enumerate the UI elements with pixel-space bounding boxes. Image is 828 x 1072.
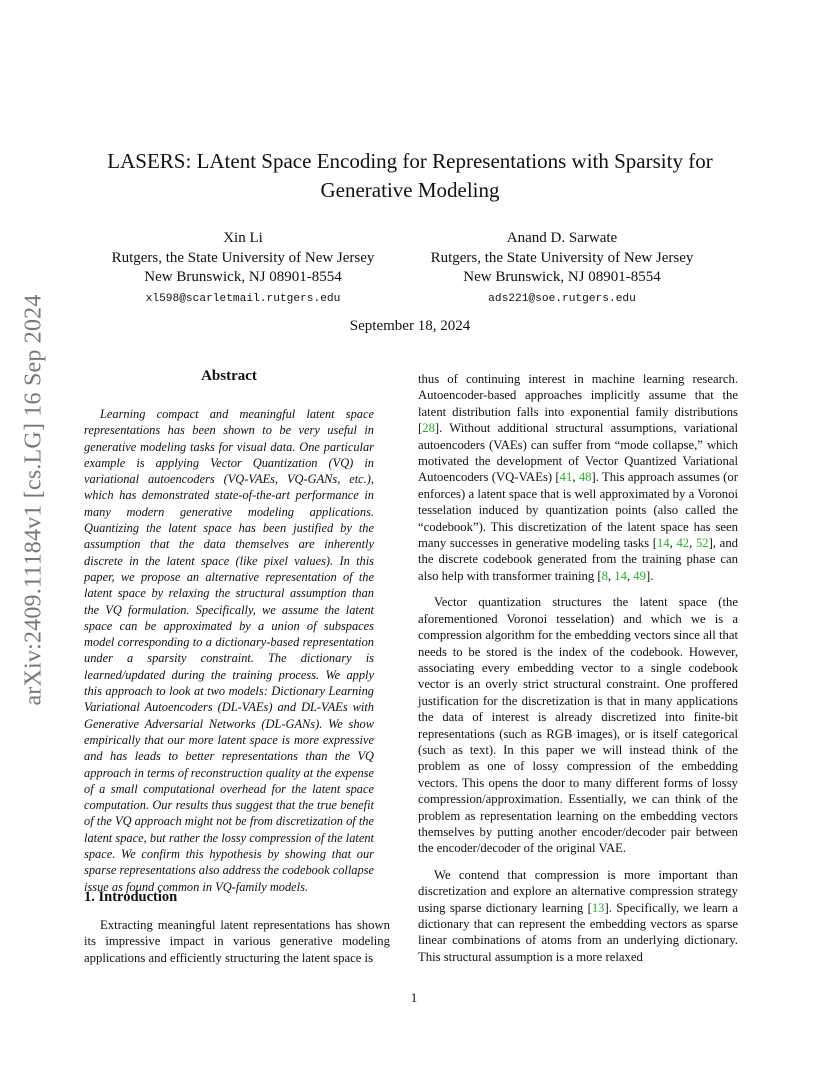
author-email: ads221@soe.rutgers.edu [488, 292, 636, 305]
author-block-2 [412, 229, 712, 309]
citation-link[interactable]: 48 [578, 470, 592, 485]
intro-paragraph-3: We contend that compression is more important than discretization and explore an alternative compression strategy using sparse dictionary learning [13]. Specifically, we learn a dictionary that can represent the embedding vectors as sparse linear combinations of atoms from an underlying dictionary. This structural assumption is a more relaxed [418, 867, 738, 964]
abstract-body [84, 406, 374, 895]
abstract-heading: Abstract [201, 368, 257, 384]
paper-date: September 18, 2024 [349, 318, 471, 334]
intro-paragraph-1: Extracting meaningful latent representations has shown its impressive impact in various generative modeling applications and efficiently structuring the latent space is [84, 918, 390, 965]
abstract-text: Learning compact and meaningful latent space representations has been shown to be very useful in generative modeling tasks for visual data. One particular example is applying Vector Quantization (VQ) in variational autoencoders (VQ-VAEs, VQ-GANs, etc.), which has demonstrated state-of-the-art performance in many modern generative modeling applications. Quantizing the latent space has been justified by the assumption that the data themselves are inherently discrete in the latent space (like pixel values). In this paper, we propose an alternative representation of the latent space by relaxing the structural assumption than the VQ formulation. Specifically, we assume the latent space can be approximated by a union of subspaces model corresponding to a dictionary-based representation under a sparsity constraint. The dictionary is learned/updated during the training process. We apply this approach to look at two models: Dictionary Learning Variational Autoencoders (DL-VAEs) and DL-VAEs with Generative Adversarial Networks (DL-GANs). We show empirically that our more latent space is more expressive and has leads to better representations than the VQ approach in terms of reconstruction quality at the expense of a small computational overhead for the latent space computation. Our results thus suggest that the true benefit of the VQ approach might not be from discretization of the latent space, but rather the lossy compression of the latent space. We confirm this hypothesis by showing that our sparse representations also address the codebook collapse issue as found common in VQ-family models. [84, 407, 374, 894]
intro-left-column [84, 917, 390, 966]
citation-link[interactable]: 8 [601, 568, 608, 583]
author-email: xl598@scarletmail.rutgers.edu [145, 292, 341, 305]
author-address: New Brunswick, NJ 08901-8554 [144, 269, 342, 285]
author-address: New Brunswick, NJ 08901-8554 [463, 269, 661, 285]
citation-link[interactable]: 14 [656, 536, 670, 551]
page-number: 1 [410, 990, 418, 1005]
arxiv-identifier: arXiv:2409.11184v1 [cs.LG] 16 Sep 2024 [20, 294, 47, 706]
citation-link[interactable]: 13 [591, 900, 605, 915]
citation-link[interactable]: 42 [676, 536, 690, 551]
author-affiliation: Rutgers, the State University of New Jersey [430, 249, 694, 266]
intro-paragraph-1-continued: thus of continuing interest in machine learning research. Autoencoder-based approaches implicitly assume that the latent distribution falls into exponential family distributions [28]. Without additional structural assumptions, variational autoencoders (VAEs) can suffer from “mode collapse,” which motivated the development of Vector Quantized Variational Autoencoders (VQ-VAEs) [41, 48]. This approach assumes (or enforces) a latent space that is well approximated by a Voronoi tesselation induced by quantization points (also called the “codebook”). This discretization of the latent space has seen many successes in generative modeling tasks [14, 42, 52], and the discrete codebook generated from the training phase can also help with transformer training [8, 14, 49]. [418, 372, 739, 583]
author-name: Xin Li [223, 230, 263, 246]
paper-title [60, 147, 760, 205]
author-name: Anand D. Sarwate [506, 230, 618, 246]
author-block-1 [93, 229, 393, 309]
citation-link[interactable]: 52 [695, 536, 709, 551]
title-line-1: LASERS: LAtent Space Encoding for Representations with Sparsity for [107, 149, 713, 173]
author-affiliation: Rutgers, the State University of New Jersey [111, 249, 375, 266]
citation-link[interactable]: 49 [633, 568, 646, 583]
citation-link[interactable]: 41 [559, 470, 573, 485]
right-column [418, 371, 738, 965]
title-line-2: Generative Modeling [320, 178, 500, 202]
citation-link[interactable]: 14 [614, 568, 627, 583]
citation-link[interactable]: 28 [422, 421, 435, 436]
section-heading-introduction: 1. Introduction [84, 889, 178, 905]
intro-paragraph-2: Vector quantization structures the latent space (the aforementioned Voronoi tesselation) and which we is a compression algorithm for the embedding vectors since all that needs to be stored is the index of the codebook. However, associating every embedding vector to a single codebook vector is an overly strict structural constraint. One proffered justification for the discretization is that in many applications the data of interest is already discretized into finite-bit representations (such as RGB images), or is itself categorical (such as text). In this paper we will instead think of the problem as one of lossy compression of the embedding vectors. This opens the door to many different forms of lossy compression/approximation. Essentially, we can think of the problem as representation learning on the embedding vectors themselves by putting another encoder/decoder pair between the encoder/decoder of the original VAE. [418, 595, 738, 856]
arxiv-sidebar [4, 290, 64, 710]
